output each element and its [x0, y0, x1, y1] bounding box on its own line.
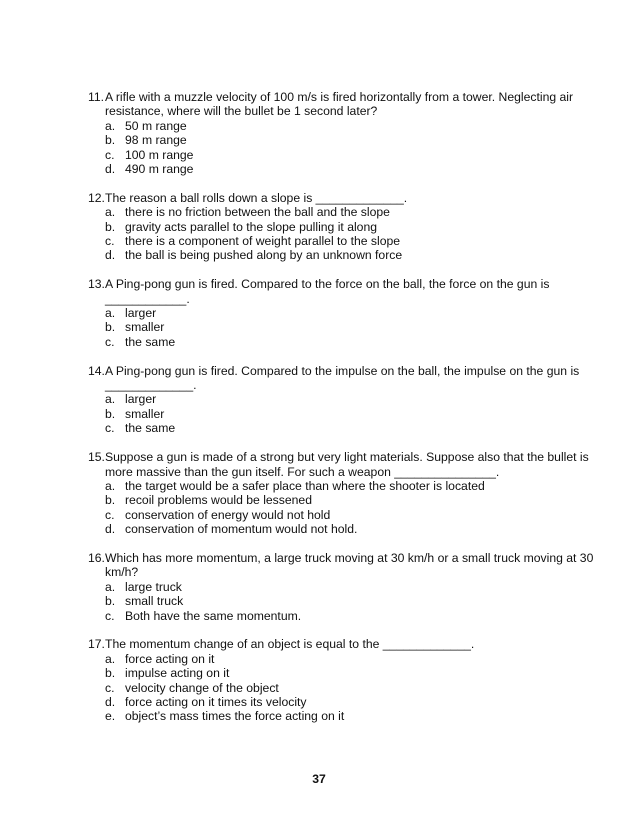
option-text: velocity change of the object	[125, 680, 279, 695]
question-16	[88, 551, 608, 623]
option-text: the same	[125, 334, 176, 349]
option-letter: c.	[105, 234, 115, 249]
option-letter: a.	[105, 118, 116, 133]
option-text: the ball is being pushed along by an unknown force	[125, 248, 403, 263]
option-letter: b.	[105, 133, 116, 148]
option-d	[88, 248, 608, 262]
question-number: 13.	[88, 277, 105, 292]
option-text: conservation of energy would not hold	[125, 507, 331, 522]
question-13	[88, 277, 608, 349]
option-text: 490 m range	[125, 162, 194, 177]
option-c	[88, 609, 608, 623]
option-b	[88, 666, 608, 680]
option-text: recoil problems would be lessened	[125, 493, 312, 508]
option-text: 100 m range	[125, 147, 194, 162]
question-number: 17.	[88, 637, 105, 652]
question-12	[88, 191, 608, 263]
question-stem	[88, 450, 608, 479]
option-text: there is a component of weight parallel to the slope	[125, 234, 401, 249]
option-text: conservation of momentum would not hold.	[125, 522, 358, 537]
option-text: smaller	[125, 320, 165, 335]
option-list	[88, 306, 608, 349]
option-letter: b.	[105, 594, 116, 609]
option-letter: d.	[105, 522, 116, 537]
question-text: A rifle with a muzzle velocity of 100 m/s is fired horizontally from a tower. Neglecting air resistance, where will the bullet be 1 second later?	[105, 90, 574, 119]
option-text: smaller	[125, 406, 165, 421]
option-d	[88, 695, 608, 709]
option-list	[88, 119, 608, 177]
option-c	[88, 421, 608, 435]
option-c	[88, 508, 608, 522]
question-stem	[88, 277, 608, 306]
option-letter: c.	[105, 334, 115, 349]
question-number: 11.	[88, 90, 105, 104]
option-text: force acting on it times its velocity	[125, 694, 307, 709]
option-text: the target would be a safer place than where the shooter is located	[125, 478, 485, 493]
option-list	[88, 580, 608, 623]
question-text: The momentum change of an object is equal to the _____________.	[105, 637, 475, 652]
option-b	[88, 320, 608, 334]
question-stem	[88, 551, 608, 580]
option-letter: b.	[105, 320, 116, 335]
option-e	[88, 709, 608, 723]
option-text: impulse acting on it	[125, 666, 230, 681]
question-stem	[88, 637, 608, 651]
question-11	[88, 90, 608, 176]
option-list	[88, 652, 608, 724]
option-text: large truck	[125, 579, 182, 594]
question-text: The reason a ball rolls down a slope is _____________.	[105, 190, 408, 205]
option-list	[88, 479, 608, 537]
option-text: force acting on it	[125, 651, 215, 666]
option-text: larger	[125, 306, 157, 321]
option-letter: a.	[105, 392, 116, 407]
option-c	[88, 148, 608, 162]
option-list	[88, 205, 608, 263]
option-a	[88, 580, 608, 594]
question-list	[88, 90, 608, 738]
option-letter: c.	[105, 608, 115, 623]
option-text: 50 m range	[125, 118, 187, 133]
option-letter: b.	[105, 666, 116, 681]
option-b	[88, 220, 608, 234]
option-text: small truck	[125, 594, 184, 609]
question-14	[88, 364, 608, 436]
option-b	[88, 407, 608, 421]
option-b	[88, 493, 608, 507]
option-letter: a.	[105, 651, 116, 666]
option-a	[88, 119, 608, 133]
option-letter: c.	[105, 147, 115, 162]
option-letter: b.	[105, 406, 116, 421]
question-text: Which has more momentum, a large truck moving at 30 km/h or a small truck moving at 30 km/h?	[105, 550, 594, 580]
option-letter: d.	[105, 248, 116, 263]
option-text: object’s mass times the force acting on it	[125, 709, 345, 724]
option-c	[88, 681, 608, 695]
option-letter: a.	[105, 306, 116, 321]
option-text: larger	[125, 392, 157, 407]
option-d	[88, 522, 608, 536]
option-b	[88, 594, 608, 608]
option-text: Both have the same momentum.	[125, 608, 302, 623]
question-number: 12.	[88, 190, 105, 205]
question-stem	[88, 90, 608, 119]
option-letter: c.	[105, 421, 115, 436]
page-number: 37	[312, 772, 326, 786]
question-number: 16.	[88, 550, 105, 565]
option-text: there is no friction between the ball and the slope	[125, 205, 390, 220]
option-text: 98 m range	[125, 133, 187, 148]
question-number: 14.	[88, 363, 105, 378]
option-a	[88, 392, 608, 406]
question-15	[88, 450, 608, 536]
option-c	[88, 335, 608, 349]
option-letter: b.	[105, 493, 116, 508]
option-a	[88, 306, 608, 320]
option-letter: c.	[105, 680, 115, 695]
option-a	[88, 479, 608, 493]
option-letter: d.	[105, 162, 116, 177]
option-c	[88, 234, 608, 248]
option-a	[88, 205, 608, 219]
question-stem	[88, 364, 608, 393]
option-letter: a.	[105, 205, 116, 220]
option-text: gravity acts parallel to the slope pulling it along	[125, 219, 378, 234]
option-letter: c.	[105, 507, 115, 522]
option-letter: a.	[105, 478, 116, 493]
option-list	[88, 392, 608, 435]
question-number: 15.	[88, 450, 105, 465]
option-letter: d.	[105, 694, 116, 709]
question-17	[88, 637, 608, 723]
question-text: Suppose a gun is made of a strong but very light materials. Suppose also that the bullet is more massive than the gun itself. For such a weapon _______________.	[105, 450, 589, 479]
option-b	[88, 133, 608, 147]
question-stem	[88, 191, 608, 205]
option-letter: a.	[105, 579, 116, 594]
option-letter: b.	[105, 219, 116, 234]
option-text: the same	[125, 421, 176, 436]
question-text: A Ping-pong gun is fired. Compared to the impulse on the ball, the impulse on the gun is _____________.	[105, 363, 580, 393]
question-text: A Ping-pong gun is fired. Compared to the force on the ball, the force on the gun is ____________.	[105, 277, 550, 306]
option-d	[88, 162, 608, 176]
option-letter: e.	[105, 709, 116, 724]
option-a	[88, 652, 608, 666]
